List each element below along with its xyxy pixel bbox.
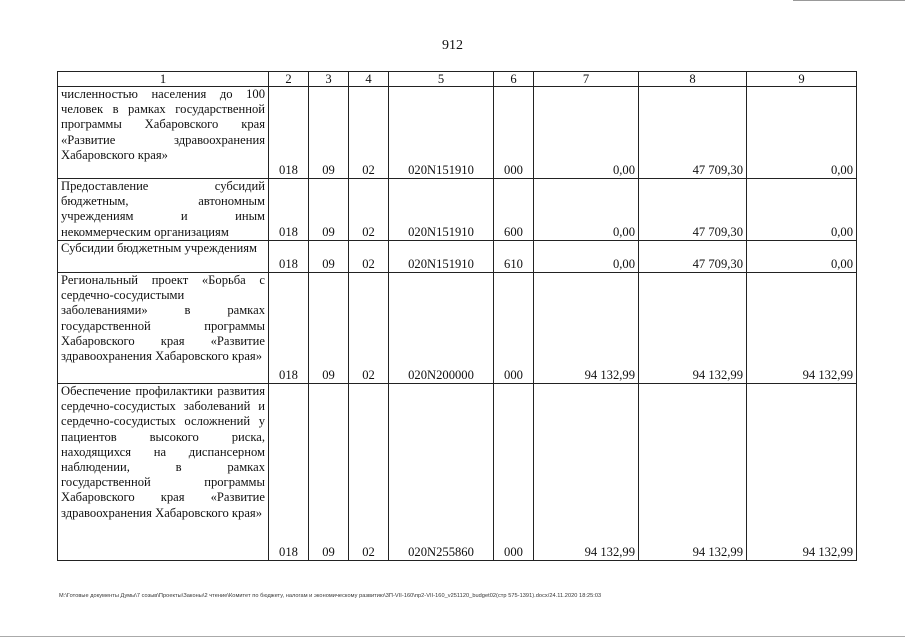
row-description: Предоставление субсидий бюджетным, автономным учреждениям и иным некоммерческим организациям xyxy=(58,179,269,241)
top-edge-line xyxy=(793,0,905,1)
expense-type: 610 xyxy=(494,241,534,273)
row-description: Субсидии бюджетным учреждениям xyxy=(58,241,269,273)
amount-col9: 0,00 xyxy=(747,241,857,273)
column-header: 1 xyxy=(58,72,269,87)
table-row xyxy=(58,273,857,384)
admin-code: 018 xyxy=(269,87,309,179)
row-description: Региональный проект «Борьба с сердечно-сосудистыми заболеваниями» в рамках государственной программы Хабаровского края «Развитие здравоохранения Хабаровского края» xyxy=(58,273,269,384)
column-header: 5 xyxy=(389,72,494,87)
section-code: 09 xyxy=(309,273,349,384)
column-header: 7 xyxy=(534,72,639,87)
amount-col7: 94 132,99 xyxy=(534,384,639,561)
column-header: 9 xyxy=(747,72,857,87)
bottom-edge-line xyxy=(0,636,905,637)
amount-col9: 0,00 xyxy=(747,179,857,241)
row-description: численностью населения до 100 человек в рамках государственной программы Хабаровского края «Развитие здравоохранения Хабаровского края» xyxy=(58,87,269,179)
admin-code: 018 xyxy=(269,273,309,384)
subsection-code: 02 xyxy=(349,273,389,384)
column-header: 3 xyxy=(309,72,349,87)
amount-col9: 0,00 xyxy=(747,87,857,179)
amount-col8: 47 709,30 xyxy=(639,241,747,273)
section-code: 09 xyxy=(309,179,349,241)
admin-code: 018 xyxy=(269,241,309,273)
column-header: 4 xyxy=(349,72,389,87)
subsection-code: 02 xyxy=(349,179,389,241)
amount-col7: 94 132,99 xyxy=(534,273,639,384)
table-header-row xyxy=(58,72,857,87)
column-header: 6 xyxy=(494,72,534,87)
amount-col9: 94 132,99 xyxy=(747,384,857,561)
table-row xyxy=(58,87,857,179)
section-code: 09 xyxy=(309,87,349,179)
expense-type: 000 xyxy=(494,384,534,561)
amount-col7: 0,00 xyxy=(534,87,639,179)
target-article: 020N151910 xyxy=(389,179,494,241)
target-article: 020N151910 xyxy=(389,241,494,273)
table-row xyxy=(58,384,857,561)
row-description: Обеспечение профилактики развития сердечно-сосудистых заболеваний и сердечно-сосудистых осложнений у пациентов высокого риска, находящихся на диспансерном наблюдении, в рамках государственной программы Хабаровского края «Развитие здравоохранения Хабаровского края» xyxy=(58,384,269,561)
target-article: 020N255860 xyxy=(389,384,494,561)
subsection-code: 02 xyxy=(349,384,389,561)
budget-table xyxy=(57,71,857,561)
page-number: 912 xyxy=(442,38,463,53)
expense-type: 000 xyxy=(494,273,534,384)
amount-col8: 47 709,30 xyxy=(639,87,747,179)
admin-code: 018 xyxy=(269,384,309,561)
column-header: 8 xyxy=(639,72,747,87)
amount-col9: 94 132,99 xyxy=(747,273,857,384)
section-code: 09 xyxy=(309,241,349,273)
subsection-code: 02 xyxy=(349,87,389,179)
amount-col7: 0,00 xyxy=(534,179,639,241)
table-row xyxy=(58,179,857,241)
amount-col8: 47 709,30 xyxy=(639,179,747,241)
table-row xyxy=(58,241,857,273)
target-article: 020N200000 xyxy=(389,273,494,384)
amount-col8: 94 132,99 xyxy=(639,384,747,561)
admin-code: 018 xyxy=(269,179,309,241)
expense-type: 000 xyxy=(494,87,534,179)
amount-col8: 94 132,99 xyxy=(639,273,747,384)
expense-type: 600 xyxy=(494,179,534,241)
file-path-footer: M:\Готовые документы Думы\7 созыв\Проекты\Законы\2 чтение\Комитет по бюджету, налогам и экономическому развитию\3П-VII-160\пр2-VII-160_v251120_budget02(стр 575-1391).docx/24.11.2020 18:25:03 xyxy=(59,593,602,599)
target-article: 020N151910 xyxy=(389,87,494,179)
amount-col7: 0,00 xyxy=(534,241,639,273)
section-code: 09 xyxy=(309,384,349,561)
column-header: 2 xyxy=(269,72,309,87)
subsection-code: 02 xyxy=(349,241,389,273)
